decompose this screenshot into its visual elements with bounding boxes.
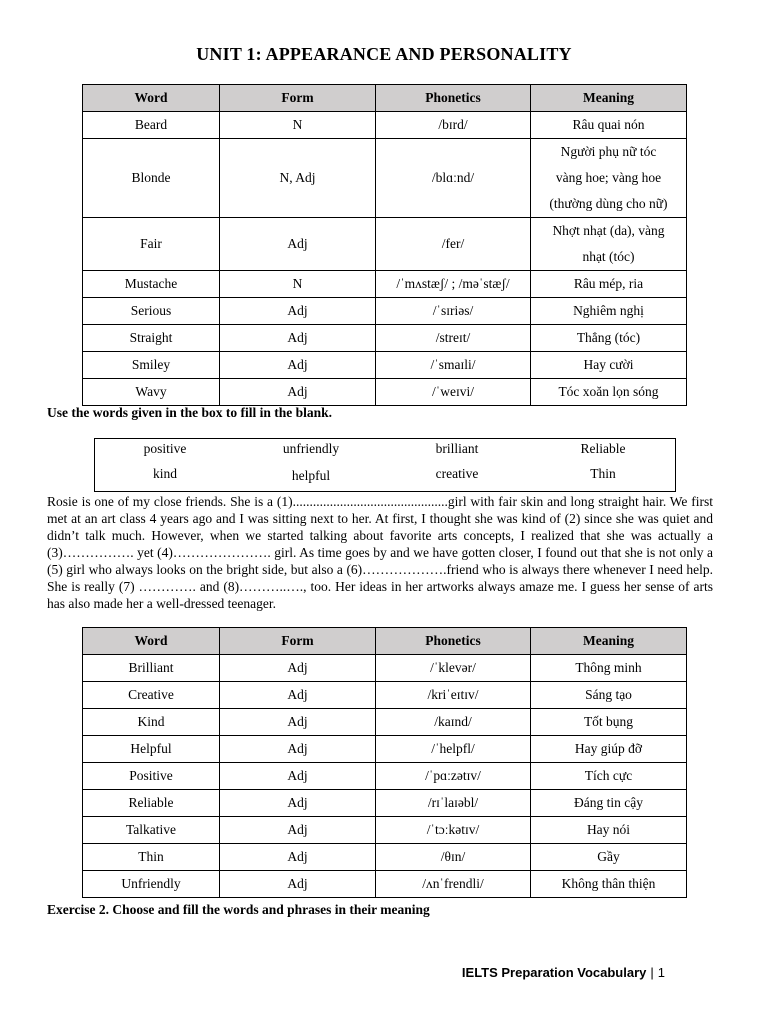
meaning-line: Nhợt nhạt (da), vàng — [552, 223, 665, 238]
meaning-line: Râu mép, ria — [573, 276, 644, 291]
table-header-row — [83, 85, 687, 112]
meaning-cell — [531, 379, 687, 406]
phonetics-cell: /bɪrd/ — [376, 112, 531, 139]
meaning-cell — [531, 682, 687, 709]
meaning-line: Đáng tin cậy — [574, 795, 643, 810]
table-row — [83, 218, 687, 271]
header-meaning: Meaning — [531, 85, 687, 112]
form-cell: N — [220, 112, 376, 139]
table-row — [83, 655, 687, 682]
instruction-fill-blank: Use the words given in the box to fill in the blank. — [47, 405, 333, 420]
form-cell: Adj — [220, 655, 376, 682]
meaning-line: Hay nói — [586, 822, 631, 837]
footer-title: IELTS Preparation Vocabulary — [461, 965, 647, 980]
meaning-line: Hay cười — [583, 357, 634, 372]
form-cell: N, Adj — [220, 139, 376, 218]
vocab-table-appearance — [82, 84, 687, 406]
form-cell: Adj — [220, 298, 376, 325]
header-word: Word — [83, 85, 220, 112]
table-header-row — [83, 628, 687, 655]
header-form: Form — [220, 85, 376, 112]
meaning-cell — [531, 736, 687, 763]
header-phonetics: Phonetics — [376, 85, 531, 112]
meaning-cell — [531, 709, 687, 736]
vocab-table-personality — [82, 627, 687, 898]
phonetics-cell: /ˈhelpfl/ — [376, 736, 531, 763]
table-row — [83, 271, 687, 298]
phonetics-cell: /ˈsɪriəs/ — [376, 298, 531, 325]
phonetics-cell: /blɑːnd/ — [376, 139, 531, 218]
meaning-cell — [531, 325, 687, 352]
phonetics-cell: /rɪˈlaɪəbl/ — [376, 790, 531, 817]
table-row — [83, 871, 687, 898]
word-box-item: kind — [152, 466, 177, 481]
meaning-line: Tích cực — [584, 768, 633, 783]
form-cell: Adj — [220, 844, 376, 871]
phonetics-cell: /kaɪnd/ — [376, 709, 531, 736]
meaning-cell — [531, 790, 687, 817]
word-box-item: positive — [143, 441, 187, 456]
form-cell: Adj — [220, 709, 376, 736]
table-row — [83, 379, 687, 406]
table-row — [83, 736, 687, 763]
meaning-cell — [531, 844, 687, 871]
meaning-line: Râu quai nón — [572, 117, 645, 132]
meaning-line: Sáng tạo — [585, 687, 632, 702]
meaning-line: Người phụ nữ tóc — [560, 144, 657, 159]
phonetics-cell: /ʌnˈfrendli/ — [376, 871, 531, 898]
meaning-cell — [531, 139, 687, 218]
word-cell: Creative — [83, 682, 220, 709]
table-row — [83, 298, 687, 325]
meaning-line: vàng hoe; vàng hoe — [555, 170, 662, 185]
word-box-item: helpful — [291, 468, 331, 483]
word-box-item: brilliant — [435, 441, 479, 456]
meaning-line: Gầy — [597, 849, 620, 864]
word-box — [94, 438, 676, 492]
form-cell: Adj — [220, 379, 376, 406]
meaning-cell — [531, 817, 687, 844]
page-footer — [462, 965, 665, 980]
meaning-cell — [531, 218, 687, 271]
word-cell: Unfriendly — [83, 871, 220, 898]
table-row — [83, 817, 687, 844]
word-box-item: creative — [435, 466, 479, 481]
meaning-cell — [531, 655, 687, 682]
phonetics-cell: /fer/ — [376, 218, 531, 271]
form-cell: Adj — [220, 736, 376, 763]
phonetics-cell: /kriˈeɪtɪv/ — [376, 682, 531, 709]
word-cell: Reliable — [83, 790, 220, 817]
form-cell: Adj — [220, 790, 376, 817]
meaning-line: Nghiêm nghị — [573, 303, 644, 318]
meaning-cell — [531, 871, 687, 898]
table-row — [83, 682, 687, 709]
meaning-cell — [531, 271, 687, 298]
table-row — [83, 763, 687, 790]
form-cell: Adj — [220, 352, 376, 379]
form-cell: N — [220, 271, 376, 298]
word-cell: Thin — [83, 844, 220, 871]
form-cell: Adj — [220, 763, 376, 790]
word-cell: Positive — [83, 763, 220, 790]
form-cell: Adj — [220, 325, 376, 352]
table-body — [83, 112, 687, 406]
word-cell: Kind — [83, 709, 220, 736]
meaning-line: Không thân thiện — [561, 876, 656, 891]
word-cell: Smiley — [83, 352, 220, 379]
header-form: Form — [220, 628, 376, 655]
table-row — [83, 325, 687, 352]
phonetics-cell: /streɪt/ — [376, 325, 531, 352]
meaning-line: Thông minh — [575, 660, 642, 675]
form-cell: Adj — [220, 871, 376, 898]
word-cell: Straight — [83, 325, 220, 352]
meaning-line: Tốt bụng — [583, 714, 634, 729]
meaning-line: Tóc xoăn lọn sóng — [558, 384, 659, 399]
page-title: UNIT 1: APPEARANCE AND PERSONALITY — [196, 44, 572, 64]
header-phonetics: Phonetics — [376, 628, 531, 655]
word-box-item: Reliable — [580, 441, 626, 456]
table-row — [83, 352, 687, 379]
meaning-cell — [531, 112, 687, 139]
word-cell: Fair — [83, 218, 220, 271]
form-cell: Adj — [220, 682, 376, 709]
header-meaning: Meaning — [531, 628, 687, 655]
form-cell: Adj — [220, 817, 376, 844]
word-cell: Brilliant — [83, 655, 220, 682]
table-row — [83, 709, 687, 736]
meaning-line: nhạt (tóc) — [582, 249, 635, 264]
word-cell: Wavy — [83, 379, 220, 406]
table-row — [83, 112, 687, 139]
exercise-2-instruction: Exercise 2. Choose and fill the words and phrases in their meaning — [47, 902, 430, 917]
table-row — [83, 844, 687, 871]
footer-separator: | — [650, 965, 654, 980]
header-word: Word — [83, 628, 220, 655]
phonetics-cell: /ˈpɑːzətɪv/ — [376, 763, 531, 790]
table-body — [83, 655, 687, 898]
word-cell: Mustache — [83, 271, 220, 298]
phonetics-cell: /ˈklevər/ — [376, 655, 531, 682]
meaning-cell — [531, 763, 687, 790]
table-row — [83, 790, 687, 817]
word-cell: Talkative — [83, 817, 220, 844]
word-cell: Serious — [83, 298, 220, 325]
meaning-line: Hay giúp đỡ — [574, 741, 643, 756]
word-box-item: Thin — [590, 466, 616, 481]
form-cell: Adj — [220, 218, 376, 271]
phonetics-cell: /θɪn/ — [376, 844, 531, 871]
table-row — [83, 139, 687, 218]
meaning-cell — [531, 298, 687, 325]
phonetics-cell: /ˈmʌstæʃ/ ; /məˈstæʃ/ — [376, 271, 531, 298]
meaning-cell — [531, 352, 687, 379]
phonetics-cell: /ˈweɪvi/ — [376, 379, 531, 406]
word-cell: Beard — [83, 112, 220, 139]
word-box-item: unfriendly — [282, 441, 340, 456]
phonetics-cell: /ˈsmaɪli/ — [376, 352, 531, 379]
word-cell: Helpful — [83, 736, 220, 763]
reading-passage: Rosie is one of my close friends. She is a (1)..............................................girl with fair skin and long straight hair. We first met at an art class 4 years ago and I was sitting next to her. At first, I thought she was kind of (2) since she was quiet and didn’t talk much. However, when we started talking about favorite arts concepts, I realized that she was actually a (3)……………. yet (4)…………………. girl. As time goes by and we have gotten closer, I found out that she is not only a (5) girl who always looks on the bright side, but also a (6)……………….friend who is always there whenever I need help. She is really (7) …………. and (8)………..…., too. Her ideas in her artworks always amaze me. I guess her sense of arts has also made her a well-dressed teenager. — [47, 494, 713, 611]
word-cell: Blonde — [83, 139, 220, 218]
meaning-line: (thường dùng cho nữ) — [549, 196, 668, 211]
page-number: 1 — [657, 965, 665, 980]
phonetics-cell: /ˈtɔːkətɪv/ — [376, 817, 531, 844]
meaning-line: Thẳng (tóc) — [576, 330, 641, 345]
